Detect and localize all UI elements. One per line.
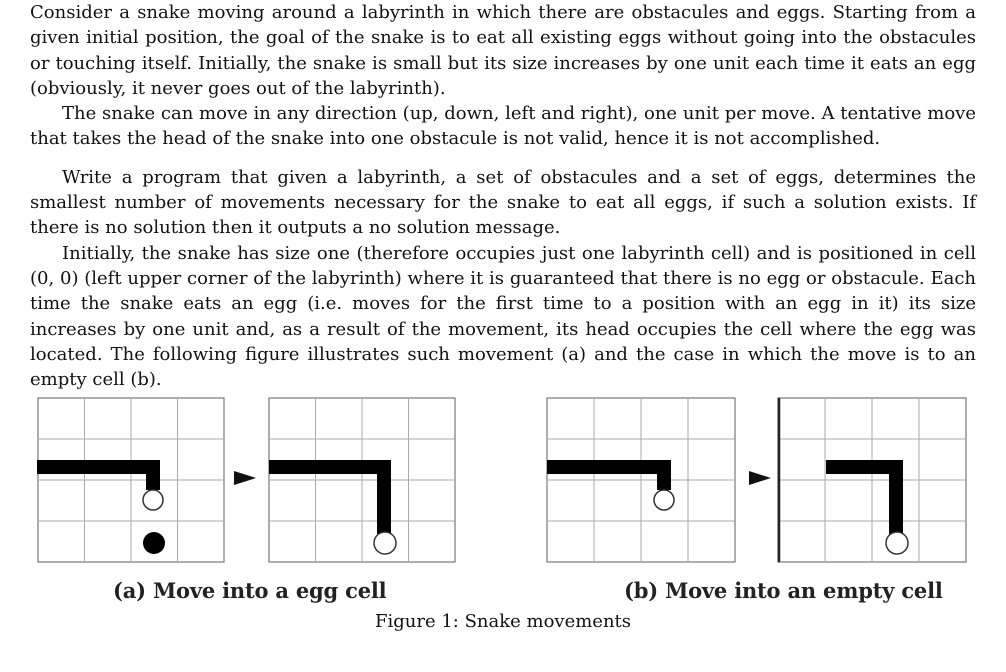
arrow-icon: [232, 469, 258, 487]
paragraph-2: The snake can move in any direction (up, down, left and right), one unit per move. A tentative move that takes the head of the snake into one obstacule is not valid, hence it is not accomplished.: [30, 103, 976, 150]
snake-head: [374, 532, 396, 554]
egg: [143, 532, 165, 554]
snake-head: [143, 490, 163, 510]
panel-a-after: [268, 394, 456, 564]
paragraph-4: Initially, the snake has size one (therefore occupies just one labyrinth cell) and is positioned in cell (0, 0) (left upper corner of the labyrinth) where it is guaranteed that there is no egg or obstacule. Each time the snake eats an egg (i.e. moves for the first time to a position with an egg in it) its size increases by one unit and, as a result of the movement, its head occupies the cell where the egg was located. The following figure illustrates such movement (a) and the case in which the move is to an empty cell (b).: [30, 242, 976, 391]
caption-a: (a) Move into a egg cell: [113, 578, 387, 603]
snake-head: [654, 490, 674, 510]
figure-caption: Figure 1: Snake movements: [374, 611, 632, 632]
paragraph-3: Write a program that given a labyrinth, a set of obstacules and a set of eggs, determines the smallest number of movements necessary for the snake to eat all eggs, if such a solution exists. If there is no solution then it outputs a no solution message.: [30, 166, 976, 239]
snake-movements-figure: [0, 394, 1006, 564]
caption-b: (b) Move into an empty cell: [624, 578, 943, 603]
problem-text: [30, 0, 976, 392]
panel-b-after: [777, 394, 967, 564]
snake-head: [886, 532, 908, 554]
panel-a-before: [37, 394, 225, 564]
panel-b-before: [546, 394, 736, 564]
paragraph-1: Consider a snake moving around a labyrinth in which there are obstacules and eggs. Starting from a given initial position, the goal of the snake is to eat all existing eggs without going into the obstacules or touching itself. Initially, the snake is small but its size increases by one unit each time it eats an egg (obviously, it never goes out of the labyrinth).: [30, 2, 976, 99]
arrow-icon: [747, 469, 773, 487]
